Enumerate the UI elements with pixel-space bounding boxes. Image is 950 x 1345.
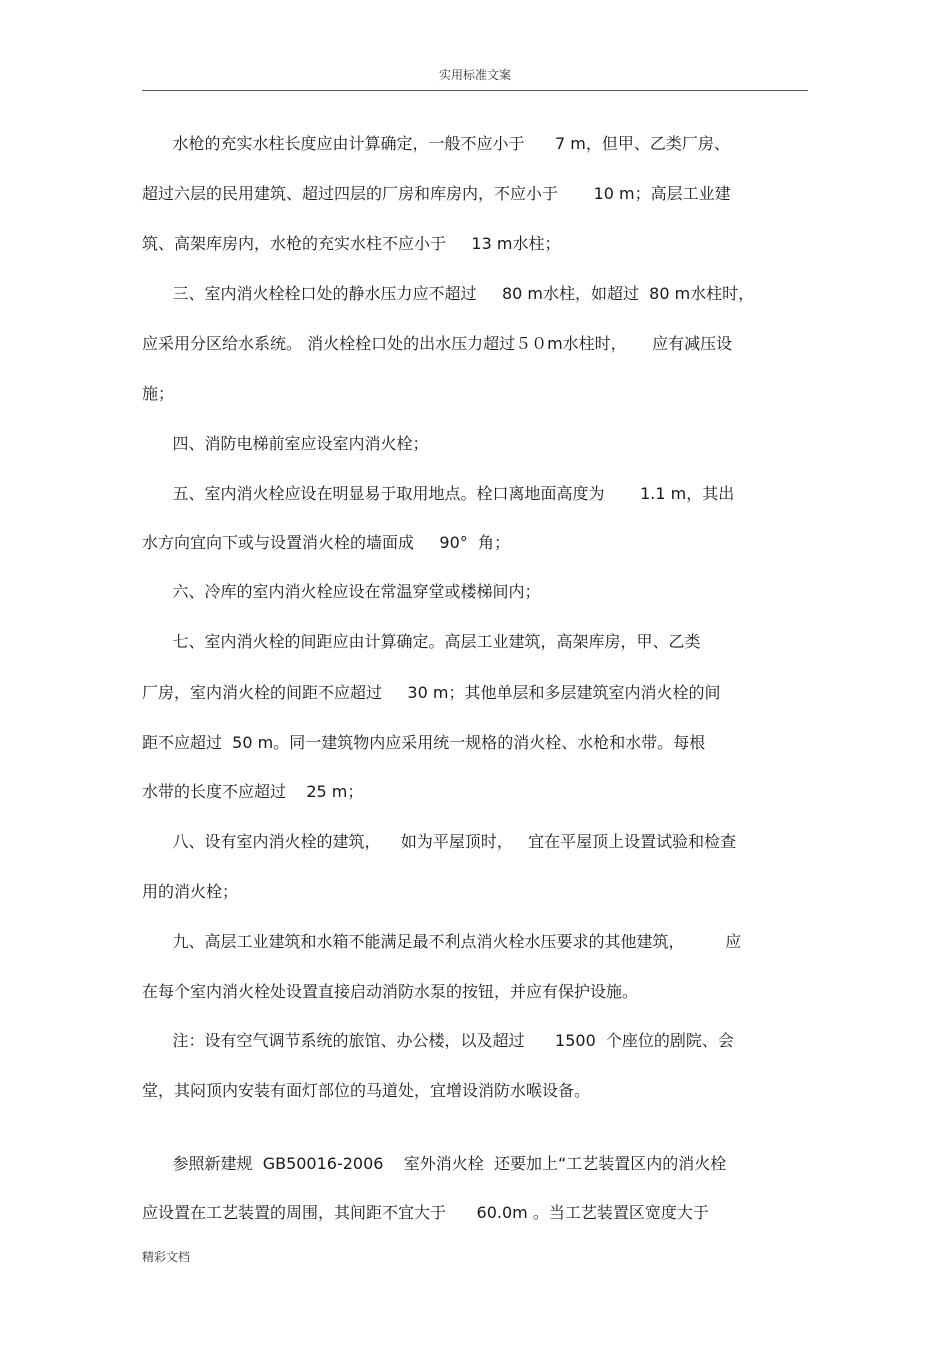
text-line: 水枪的充实水柱长度应由计算确定，一般不应小于 7 m，但甲、乙类厂房、 xyxy=(142,134,730,153)
page-header: 实用标准文案 xyxy=(438,68,511,82)
text-line: 在每个室内消火栓处设置直接启动消防水泵的按钮，并应有保护设施。 xyxy=(142,982,639,1001)
text-line: 用的消火栓； xyxy=(142,882,239,901)
text-line: 三、室内消火栓栓口处的静水压力应不超过 80 m水柱，如超过 80 m水柱时， xyxy=(142,284,755,303)
text-line: 应设置在工艺装置的周围，其间距不宜大于 60.0m 。当工艺装置区宽度大于 xyxy=(142,1203,709,1222)
text-line: 水带的长度不应超过 25 m； xyxy=(142,782,364,801)
text-line: 施； xyxy=(142,384,175,403)
text-line: 应采用分区给水系统。 消火栓栓口处的出水压力超过５０m水柱时， 应有减压设 xyxy=(142,334,733,353)
text-line: 水方向宜向下或与设置消火栓的墙面成 90° 角； xyxy=(142,533,510,552)
text-line: 堂，其闷顶内安装有面灯部位的马道处，宜增设消防水喉设备。 xyxy=(142,1081,591,1100)
text-line: 六、冷库的室内消火栓应设在常温穿堂或楼梯间内； xyxy=(142,582,541,601)
text-line: 四、消防电梯前室应设室内消火栓； xyxy=(142,434,429,453)
text-line: 参照新建规 GB50016-2006 室外消火栓 还要加上“工艺装置区内的消火栓 xyxy=(142,1154,727,1173)
text-line: 超过六层的民用建筑、超过四层的厂房和库房内，不应小于 10 m；高层工业建 xyxy=(142,184,731,203)
text-line: 五、室内消火栓应设在明显易于取用地点。栓口离地面高度为 1.1 m，其出 xyxy=(142,484,735,503)
page-footer: 精彩文档 xyxy=(142,1250,191,1264)
text-line: 筑、高架库房内，水枪的充实水柱不应小于 13 m水柱； xyxy=(142,234,561,253)
text-line: 厂房，室内消火栓的间距不应超过 30 m；其他单层和多层建筑室内消火栓的间 xyxy=(142,683,721,702)
text-line: 注：设有空气调节系统的旅馆、办公楼，以及超过 1500 个座位的剧院、会 xyxy=(142,1031,734,1050)
text-line: 七、室内消火栓的间距应由计算确定。高层工业建筑，高架库房，甲、乙类 xyxy=(142,632,701,651)
text-line: 九、高层工业建筑和水箱不能满足最不利点消火栓水压要求的其他建筑， 应 xyxy=(142,932,742,951)
text-line: 八、设有室内消火栓的建筑， 如为平屋顶时， 宜在平屋顶上设置试验和检查 xyxy=(142,832,737,851)
header-divider xyxy=(142,90,808,91)
text-line: 距不应超过 50 m。同一建筑物内应采用统一规格的消火栓、水枪和水带。每根 xyxy=(142,733,706,752)
